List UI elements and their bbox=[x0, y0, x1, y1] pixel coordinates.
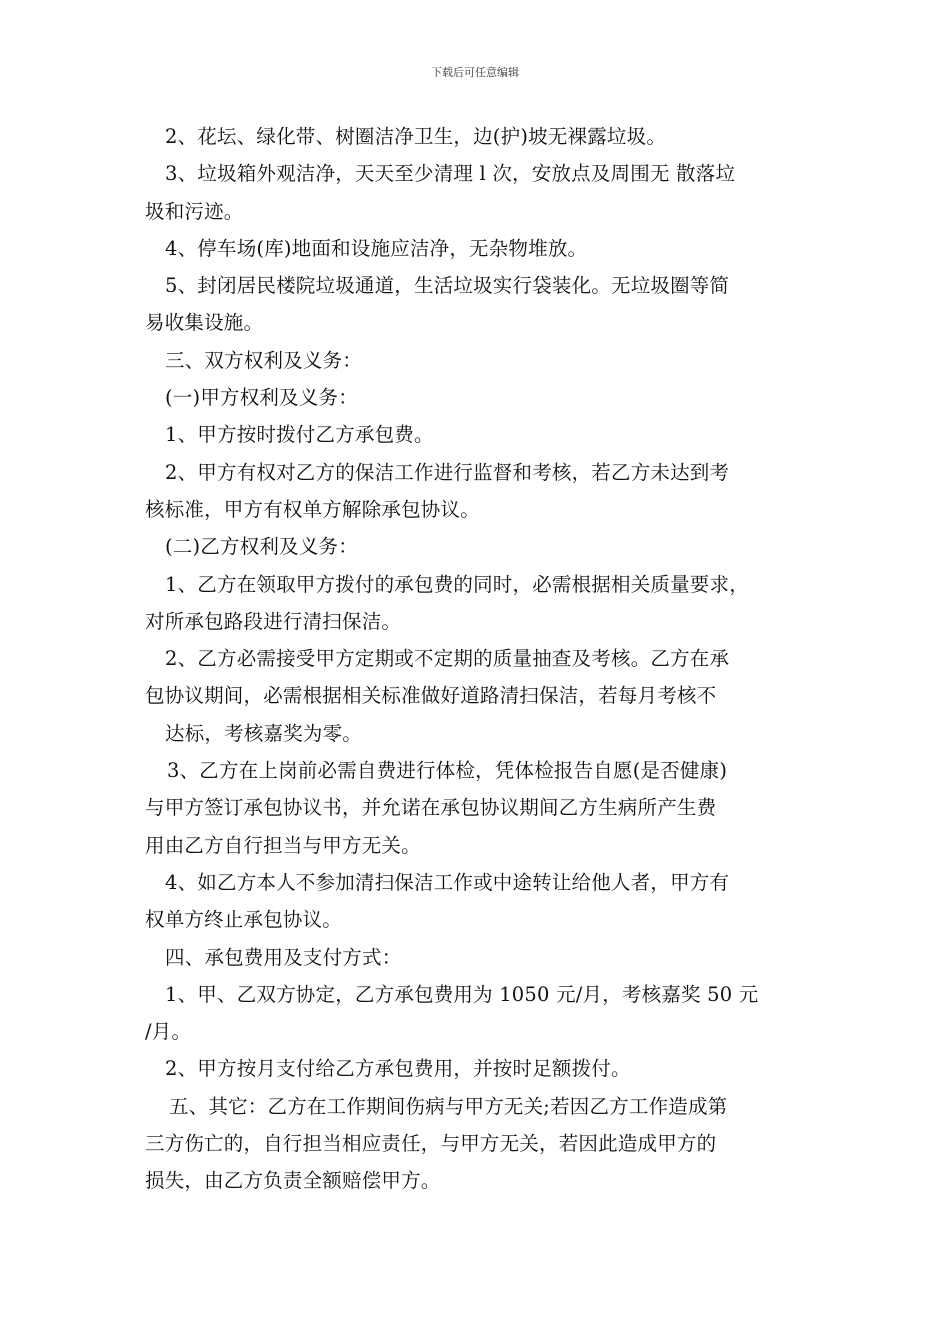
text-line: 2、甲方按月支付给乙方承包费用，并按时足额拨付。 bbox=[165, 1057, 631, 1081]
text-line: 4、停车场(库)地面和设施应洁净，无杂物堆放。 bbox=[165, 236, 588, 260]
text-line: 2、甲方有权对乙方的保洁工作进行监督和考核，若乙方未达到考 bbox=[165, 460, 730, 484]
text-line: /月。 bbox=[145, 1020, 192, 1044]
text-line: 三方伤亡的，自行担当相应责任，与甲方无关，若因此造成甲方的 bbox=[145, 1132, 717, 1156]
text-line: 4、如乙方本人不参加清扫保洁工作或中途转让给他人者，甲方有 bbox=[165, 870, 730, 894]
text-line: (一)甲方权利及义务： bbox=[165, 386, 358, 410]
text-line: 2、花坛、绿化带、树圈洁净卫生，边(护)坡无裸露垃圾。 bbox=[165, 125, 667, 148]
text-line: 权单方终止承包协议。 bbox=[145, 908, 343, 932]
text-line: 五、其它：乙方在工作期间伤病与甲方无关;若因乙方工作造成第 bbox=[169, 1094, 728, 1118]
text-line: 1、甲、乙双方协定，乙方承包费用为 1050 元/月，考核嘉奖 50 元 bbox=[165, 982, 759, 1006]
text-line: 三、双方权利及义务： bbox=[165, 348, 363, 372]
text-line: 易收集设施。 bbox=[145, 311, 264, 335]
text-line: 3、乙方在上岗前必需自费进行体检，凭体检报告自愿(是否健康) bbox=[167, 759, 728, 783]
text-line: 损失，由乙方负责全额赔偿甲方。 bbox=[145, 1169, 441, 1193]
text-line: (二)乙方权利及义务： bbox=[165, 535, 358, 559]
text-line: 四、承包费用及支付方式： bbox=[165, 945, 402, 969]
text-line: 用由乙方自行担当与甲方无关。 bbox=[145, 833, 421, 857]
text-line: 5、封闭居民楼院垃圾通道，生活垃圾实行袋装化。无垃圾圈等简 bbox=[165, 274, 730, 298]
text-line: 核标准，甲方有权单方解除承包协议。 bbox=[145, 497, 480, 521]
text-line: 对所承包路段进行清扫保洁。 bbox=[145, 609, 402, 633]
page-header: 下载后可任意编辑 bbox=[431, 66, 519, 79]
text-line: 圾和污迹。 bbox=[145, 199, 244, 223]
text-line: 1、乙方在领取甲方拨付的承包费的同时，必需根据相关质量要求， bbox=[165, 572, 749, 596]
text-line: 3、垃圾箱外观洁净，天天至少清理 l 次，安放点及周围无 散落垃 bbox=[165, 162, 736, 186]
text-line: 包协议期间，必需根据相关标准做好道路清扫保洁，若每月考核不 bbox=[145, 684, 717, 708]
text-line: 2、乙方必需接受甲方定期或不定期的质量抽查及考核。乙方在承 bbox=[165, 647, 730, 671]
text-line: 达标，考核嘉奖为零。 bbox=[165, 721, 363, 745]
document-body bbox=[145, 118, 815, 1200]
text-line: 1、甲方按时拨付乙方承包费。 bbox=[165, 423, 434, 447]
text-line: 与甲方签订承包协议书，并允诺在承包协议期间乙方生病所产生费 bbox=[145, 796, 717, 820]
